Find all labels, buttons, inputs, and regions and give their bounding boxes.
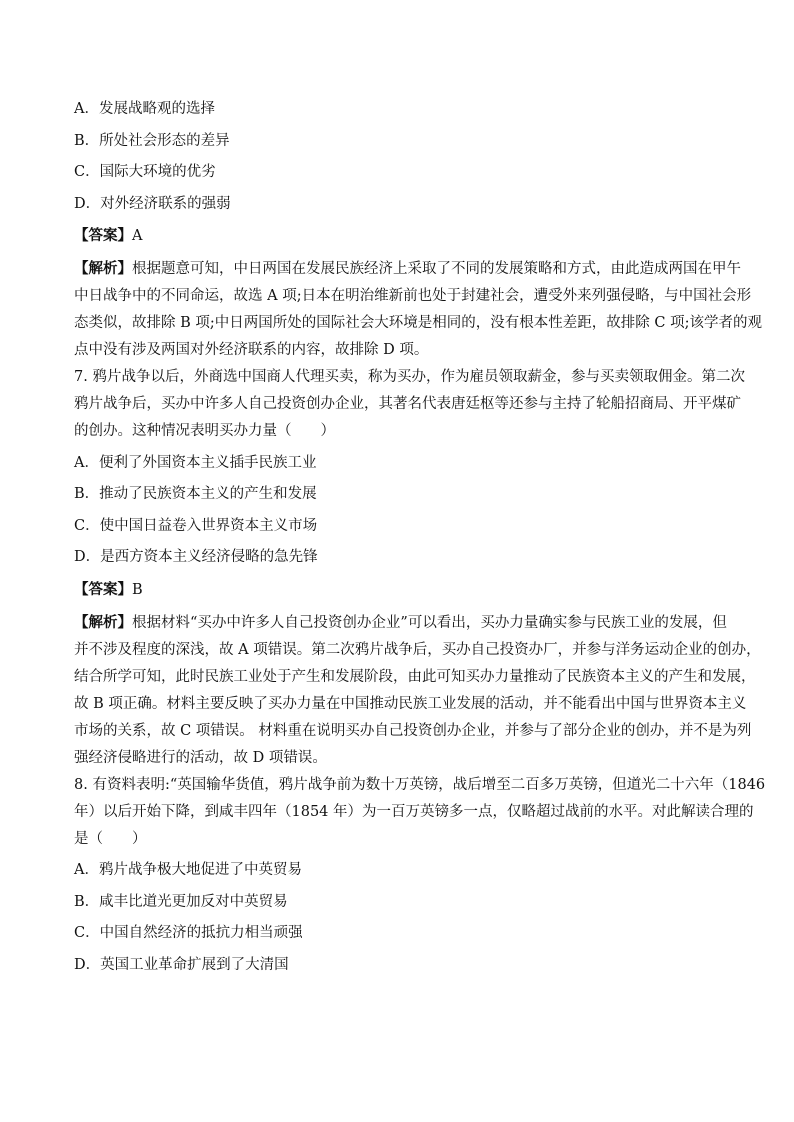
q7-stem-line: 7. 鸦片战争以后，外商选中国商人代理买卖，称为买办，作为雇员领取薪金，参与买卖领取佣金。第二次 [74,368,745,385]
q7-analysis [74,609,761,772]
q8-option-d: D．英国工业革命扩展到了大清国 [74,956,289,973]
q6-option-d: D．对外经济联系的强弱 [74,195,231,212]
q8-option-a: A．鸦片战争极大地促进了中英贸易 [74,862,302,879]
q6-option-a: A．发展战略观的选择 [74,101,215,117]
q7-answer [74,576,734,604]
q7-stem [74,364,745,445]
q8-stem [74,772,766,853]
q7-option-d: D．是西方资本主义经济侵略的急先锋 [74,549,318,566]
q6-analysis-text-1: 根据题意可知，中日两国在发展民族经济上采取了不同的发展策略和方式，由此造成两国在甲午 [132,260,741,277]
q6-analysis-line: 态类似，故排除 B 项;中日两国所处的国际社会大环境是相同的，没有根本性差距，故排除 C 项;该学者的观 [74,314,762,331]
q6-answer [74,222,734,250]
q6-answer-tag: 【答案】 [74,227,132,245]
q6-analysis-line: 中日战争中的不同命运，故选 A 项;日本在明治维新前也处于封建社会，遭受外来列强侵略，与中国社会形 [74,287,752,304]
q6-analysis-line: 点中没有涉及两国对外经济联系的内容，故排除 D 项。 [74,341,429,358]
q7-option-a: A．便利了外国资本主义插手民族工业 [74,454,317,471]
q8-options [74,857,734,979]
q7-stem-line: 鸦片战争后，买办中许多人自己投资创办企业，其著名代表唐廷枢等还参与主持了轮船招商局、开平煤矿 [74,395,741,412]
q7-option-c: C．使中国日益卷入世界资本主义市场 [74,517,318,534]
q7-analysis-line: 结合所学可知，此时民族工业处于产生和发展阶段，由此可知买办力量推动了民族资本主义的产生和发展， [74,668,756,685]
document-page [74,96,766,984]
q8-stem-line: 8. 有资料表明:“英国输华货值，鸦片战争前为数十万英镑，战后增至二百多万英镑，但道光二十六年（1846 [74,776,766,793]
q6-option-c: C．国际大环境的优劣 [74,164,216,181]
q7-options [74,450,734,572]
q8-stem-line: 年）以后开始下降，到咸丰四年（1854 年）为一百万英镑多一点，仅略超过战前的水平。对此解读合理的 [74,803,754,820]
q6-options [74,96,734,218]
q7-analysis-tag: 【解析】 [74,613,132,631]
q7-analysis-line: 强经济侵略进行的活动，故 D 项错误。 [74,749,327,766]
q7-analysis-line [74,609,734,637]
q8-option-b: B．咸丰比道光更加反对中英贸易 [74,893,288,910]
q8-stem-line: 是（ ） [74,830,147,847]
q7-answer-value: B [132,581,143,598]
q7-answer-tag: 【答案】 [74,580,132,598]
q7-option-b: B．推动了民族资本主义的产生和发展 [74,486,317,503]
q7-analysis-line: 市场的关系，故 C 项错误。 材料重在说明买办自己投资创办企业，并参与了部分企业的创办，并不是为列 [74,722,752,739]
q7-stem-line: 的创办。这种情况表明买办力量（ ） [74,422,335,439]
q7-analysis-line: 并不涉及程度的深浅，故 A 项错误。第二次鸦片战争后，买办自己投资办厂，并参与洋务运动企业的创办， [74,641,761,658]
q6-analysis [74,255,762,364]
q6-option-b: B．所处社会形态的差异 [74,132,230,149]
q6-analysis-tag: 【解析】 [74,259,132,277]
q8-option-c: C．中国自然经济的抵抗力相当顽强 [74,925,303,942]
q6-answer-value: A [132,228,143,245]
q6-analysis-line [74,255,741,283]
q7-analysis-text-1: 根据材料“买办中许多人自己投资创办企业”可以看出，买办力量确实参与民族工业的发展，但 [132,614,727,631]
q7-analysis-line: 故 B 项正确。材料主要反映了买办力量在中国推动民族工业发展的活动，并不能看出中国与世界资本主义 [74,695,747,712]
